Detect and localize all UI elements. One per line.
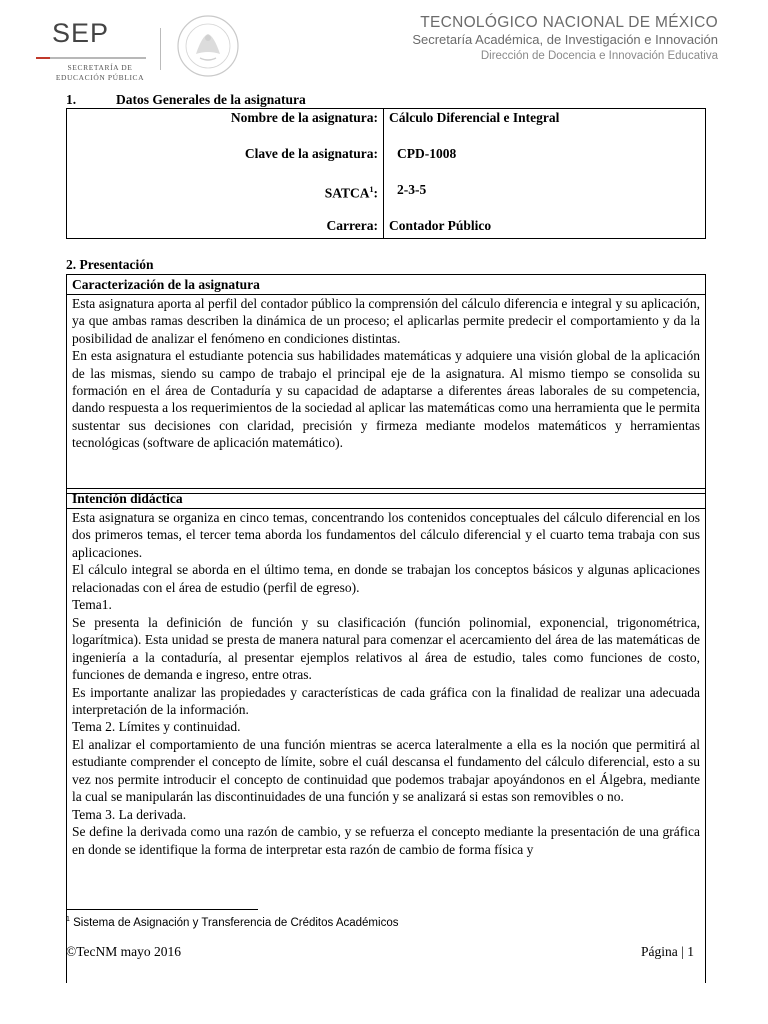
paragraph: Es importante analizar las propiedades y características de cada gráfica con la finalidad de realizar una adecuada interpretación de la información. [72, 684, 700, 717]
copyright-notice: ©TecNM mayo 2016 [66, 944, 182, 959]
paragraph: Se presenta la definición de función y su clasificación (función polinomial, exponencial, trigonométrica, logarítmica). Esta unidad se presta de manera natural para comenzar el acercamiento del área de las matemáticas de ingeniería a la contaduría, al presentar ejemplos relativos al área de estudio, tales como funciones de costo, funciones de demanda e ingreso, entre otras. [72, 614, 700, 683]
didactic-intention-heading: Intención didáctica [67, 489, 705, 509]
header-divider [160, 28, 161, 70]
characterization-text [67, 295, 705, 452]
paragraph: Esta asignatura aporta al perfil del contador público la comprensión del cálculo diferencia e integral y su aplicación, ya que ambas ramas describen la dinámica de un proceso; el aplicarlas permite predecir el comportamiento y da la posibilidad de analizar el fenómeno en condiciones distintas. [72, 296, 700, 346]
satca-label-colon: : [373, 185, 378, 201]
section-1-number: 1. [66, 92, 77, 107]
characterization-heading: Caracterización de la asignatura [67, 275, 705, 295]
labels-column [67, 109, 384, 239]
topic-heading: Tema1. [72, 597, 112, 613]
national-seal-icon [176, 14, 240, 78]
institution-block [412, 14, 718, 64]
paragraph: Esta asignatura se organiza en cinco temas, concentrando los contenidos conceptuales del cálculo diferencial en los dos primeros temas, el tercer tema aborda los fundamentos del cálculo diferencial y el cuarto tema trabaja con sus aplicaciones. [72, 510, 700, 560]
career-label: Carrera: [326, 218, 378, 233]
table-row [67, 109, 706, 239]
subject-code-value: CPD-1008 [397, 146, 457, 161]
institution-name: TECNOLÓGICO NACIONAL DE MÉXICO [420, 14, 718, 31]
characterization-box [66, 274, 706, 494]
sep-logo-text: SEP [52, 18, 110, 48]
values-column [384, 109, 706, 239]
career-value: Contador Público [389, 218, 492, 233]
satca-value: 2-3-5 [397, 182, 427, 197]
page-header [0, 0, 768, 84]
sep-subtitle-line-2: EDUCACIÓN PÚBLICA [55, 73, 145, 82]
satca-footnote-mark: 1 [369, 185, 374, 194]
secretariat-name: Secretaría Académica, de Investigación e Innovación [412, 32, 718, 47]
satca-label [67, 181, 383, 217]
topic-heading: Tema 2. Límites y continuidad. [72, 719, 241, 735]
subject-code-label: Clave de la asignatura: [244, 146, 378, 161]
general-data-table [66, 108, 706, 239]
satca-label-text: SATCA [324, 185, 370, 201]
topic-heading: Tema 3. La derivada. [72, 806, 187, 822]
paragraph: El cálculo integral se aborda en el último tema, en donde se trabajan los conceptos básicos y algunas aplicaciones relacionadas con el área de estudio (perfil de egreso). [72, 562, 700, 595]
sep-logo-subtitle [50, 63, 150, 83]
sep-logo-accent [36, 57, 50, 59]
paragraph: Se define la derivada como una razón de cambio, y se refuerza el concepto mediante la presentación de una gráfica en donde se identifique la forma de interpretar esta razón de cambio de forma física y [72, 824, 700, 857]
footnote-mark: 1 [66, 916, 70, 923]
paragraph: En esta asignatura el estudiante potencia sus habilidades matemáticas y adquiere una visión global de la aplicación de las mismas, siendo su campo de trabajo el principal eje de la asignatura. Al mismo tiempo se consolida su formación en el área de Contaduría y su capacidad de adaptarse a diferentes áreas laborales de su competencia, dando respuesta a los requerimientos de la sociedad al aplicar las matemáticas como una herramienta que le permita sustentar sus decisiones con claridad, precisión y firmeza mediante modelos matemáticos y herramientas tecnológicas (software de aplicación matemático). [72, 348, 700, 451]
department-name: Dirección de Docencia e Innovación Educativa [480, 50, 718, 62]
subject-name-label: Nombre de la asignatura: [230, 110, 378, 125]
section-2-heading: 2. Presentación [66, 257, 154, 272]
footnote [66, 916, 398, 929]
sep-subtitle-line-1: SECRETARÍA DE [67, 63, 133, 72]
footnote-separator [66, 909, 258, 910]
subject-name-value: Cálculo Diferencial e Integral [389, 110, 560, 125]
section-1-heading [66, 92, 306, 108]
paragraph: El analizar el comportamiento de una función mientras se acerca lateralmente a ella es la noción que permitirá al estudiante comprender el concepto de límite, sobre el cuál descansa el fundamento del cálculo diferencial, esto a su vez nos permite introducir el concepto de continuidad que podemos trabajar apoyándonos en el Álgebra, mediante la cual se manipularán las discontinuidades de una función y se analizará si estas son removibles o no. [72, 736, 700, 805]
footnote-text: Sistema de Asignación y Transferencia de Créditos Académicos [69, 916, 399, 929]
didactic-intention-text [67, 509, 705, 858]
section-1-title: Datos Generales de la asignatura [116, 92, 306, 107]
page-number: Página | 1 [641, 944, 694, 959]
sep-logo-rule [36, 57, 146, 59]
